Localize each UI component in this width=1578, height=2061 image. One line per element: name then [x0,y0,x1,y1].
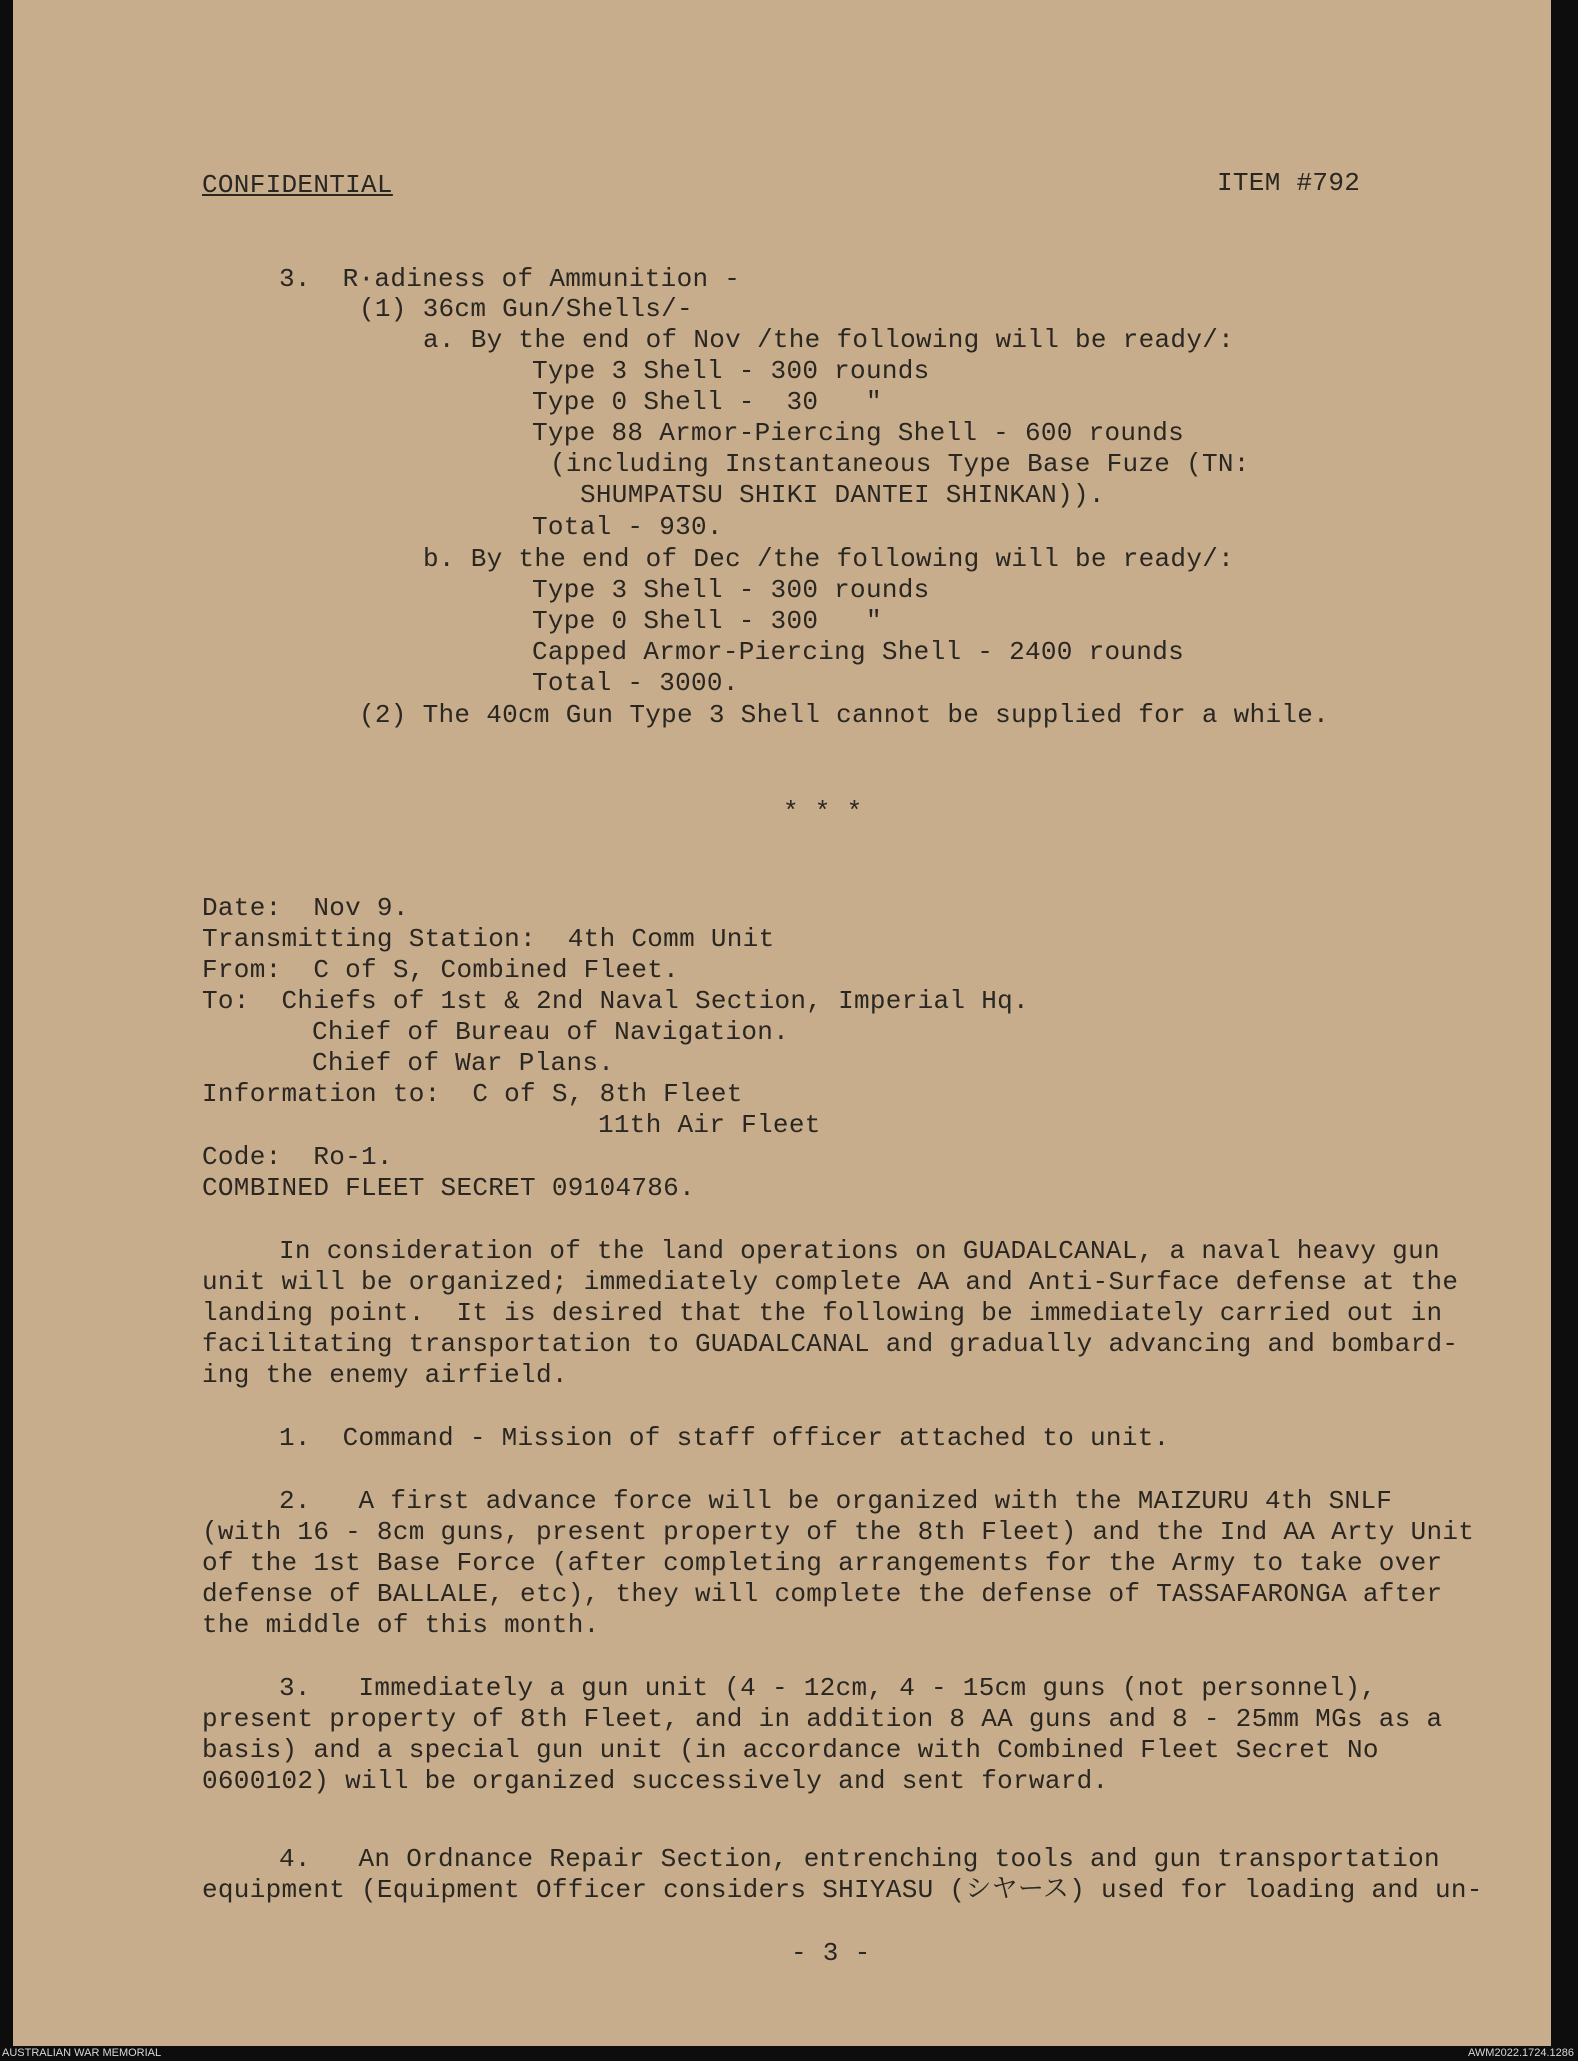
message-to: Chief of War Plans. [312,1048,615,1078]
ammo-a-line: (including Instantaneous Type Base Fuze (TN: [550,449,1250,479]
footer-source: AUSTRALIAN WAR MEMORIAL [2,2047,162,2059]
body-line: basis) and a special gun unit (in accordance with Combined Fleet Secret No [202,1735,1379,1765]
ammo-b-line: Type 3 Shell - 300 rounds [532,575,930,605]
message-date: Date: Nov 9. [202,893,409,923]
message-info: 11th Air Fleet [598,1110,821,1140]
message-info: Information to: C of S, 8th Fleet [202,1079,743,1109]
body-line: defense of BALLALE, etc), they will complete the defense of TASSAFARONGA after [202,1579,1443,1609]
body-line: 0600102) will be organized successively and sent forward. [202,1766,1109,1796]
ammo-a-line: Type 3 Shell - 300 rounds [532,356,930,386]
body-line: unit will be organized; immediately complete AA and Anti-Surface defense at the [202,1267,1459,1297]
ammo-heading: 3. R·adiness of Ammunition - [279,264,741,294]
footer-accession: AWM2022.1724.1286 [1468,2047,1574,2059]
ammo-a-heading: a. By the end of Nov /the following will be ready/: [423,325,1235,355]
section-separator: * * * [783,797,863,827]
ammo-sub1: (1) 36cm Gun/Shells/- [359,294,693,324]
item-number: ITEM #792 [1217,168,1361,198]
message-code: Code: Ro-1. [202,1142,393,1172]
ammo-b-line: Type 0 Shell - 300 " [532,606,882,636]
body-line: (with 16 - 8cm guns, present property of the 8th Fleet) and the Ind AA Arty Unit [202,1517,1475,1547]
body-line: 3. Immediately a gun unit (4 - 12cm, 4 - 15cm guns (not personnel), [279,1673,1377,1703]
body-line: equipment (Equipment Officer considers SHIYASU (シヤース) used for loading and un- [202,1875,1483,1905]
body-line: In consideration of the land operations on GUADALCANAL, a naval heavy gun [279,1236,1440,1266]
ammo-b-total: Total - 3000. [532,668,739,698]
ammo-a-line: Type 88 Armor-Piercing Shell - 600 rounds [532,418,1185,448]
page-number: - 3 - [791,1938,871,1968]
body-line: 2. A first advance force will be organized with the MAIZURU 4th SNLF [279,1486,1393,1516]
body-line: 4. An Ordnance Repair Section, entrenching tools and gun transportation [279,1844,1440,1874]
message-reference: COMBINED FLEET SECRET 09104786. [202,1173,695,1203]
message-from: From: C of S, Combined Fleet. [202,955,680,985]
body-line: landing point. It is desired that the following be immediately carried out in [202,1298,1443,1328]
ammo-b-heading: b. By the end of Dec /the following will be ready/: [423,544,1235,574]
message-to: To: Chiefs of 1st & 2nd Naval Section, Imperial Hq. [202,986,1029,1016]
message-station: Transmitting Station: 4th Comm Unit [202,924,775,954]
ammo-b-line: Capped Armor-Piercing Shell - 2400 rounds [532,637,1185,667]
document-page [13,0,1551,2046]
body-line: the middle of this month. [202,1610,600,1640]
body-line: present property of 8th Fleet, and in addition 8 AA guns and 8 - 25mm MGs as a [202,1704,1443,1734]
message-to: Chief of Bureau of Navigation. [312,1017,790,1047]
body-line: ing the enemy airfield. [202,1360,568,1390]
body-line: 1. Command - Mission of staff officer attached to unit. [279,1423,1170,1453]
ammo-a-total: Total - 930. [532,512,723,542]
classification-label: CONFIDENTIAL [202,170,393,200]
ammo-sub2: (2) The 40cm Gun Type 3 Shell cannot be supplied for a while. [359,700,1330,730]
body-line: facilitating transportation to GUADALCANAL and gradually advancing and bombard- [202,1329,1459,1359]
ammo-a-line: Type 0 Shell - 30 " [532,387,882,417]
ammo-a-line: SHUMPATSU SHIKI DANTEI SHINKAN)). [580,480,1105,510]
body-line: of the 1st Base Force (after completing arrangements for the Army to take over [202,1548,1443,1578]
